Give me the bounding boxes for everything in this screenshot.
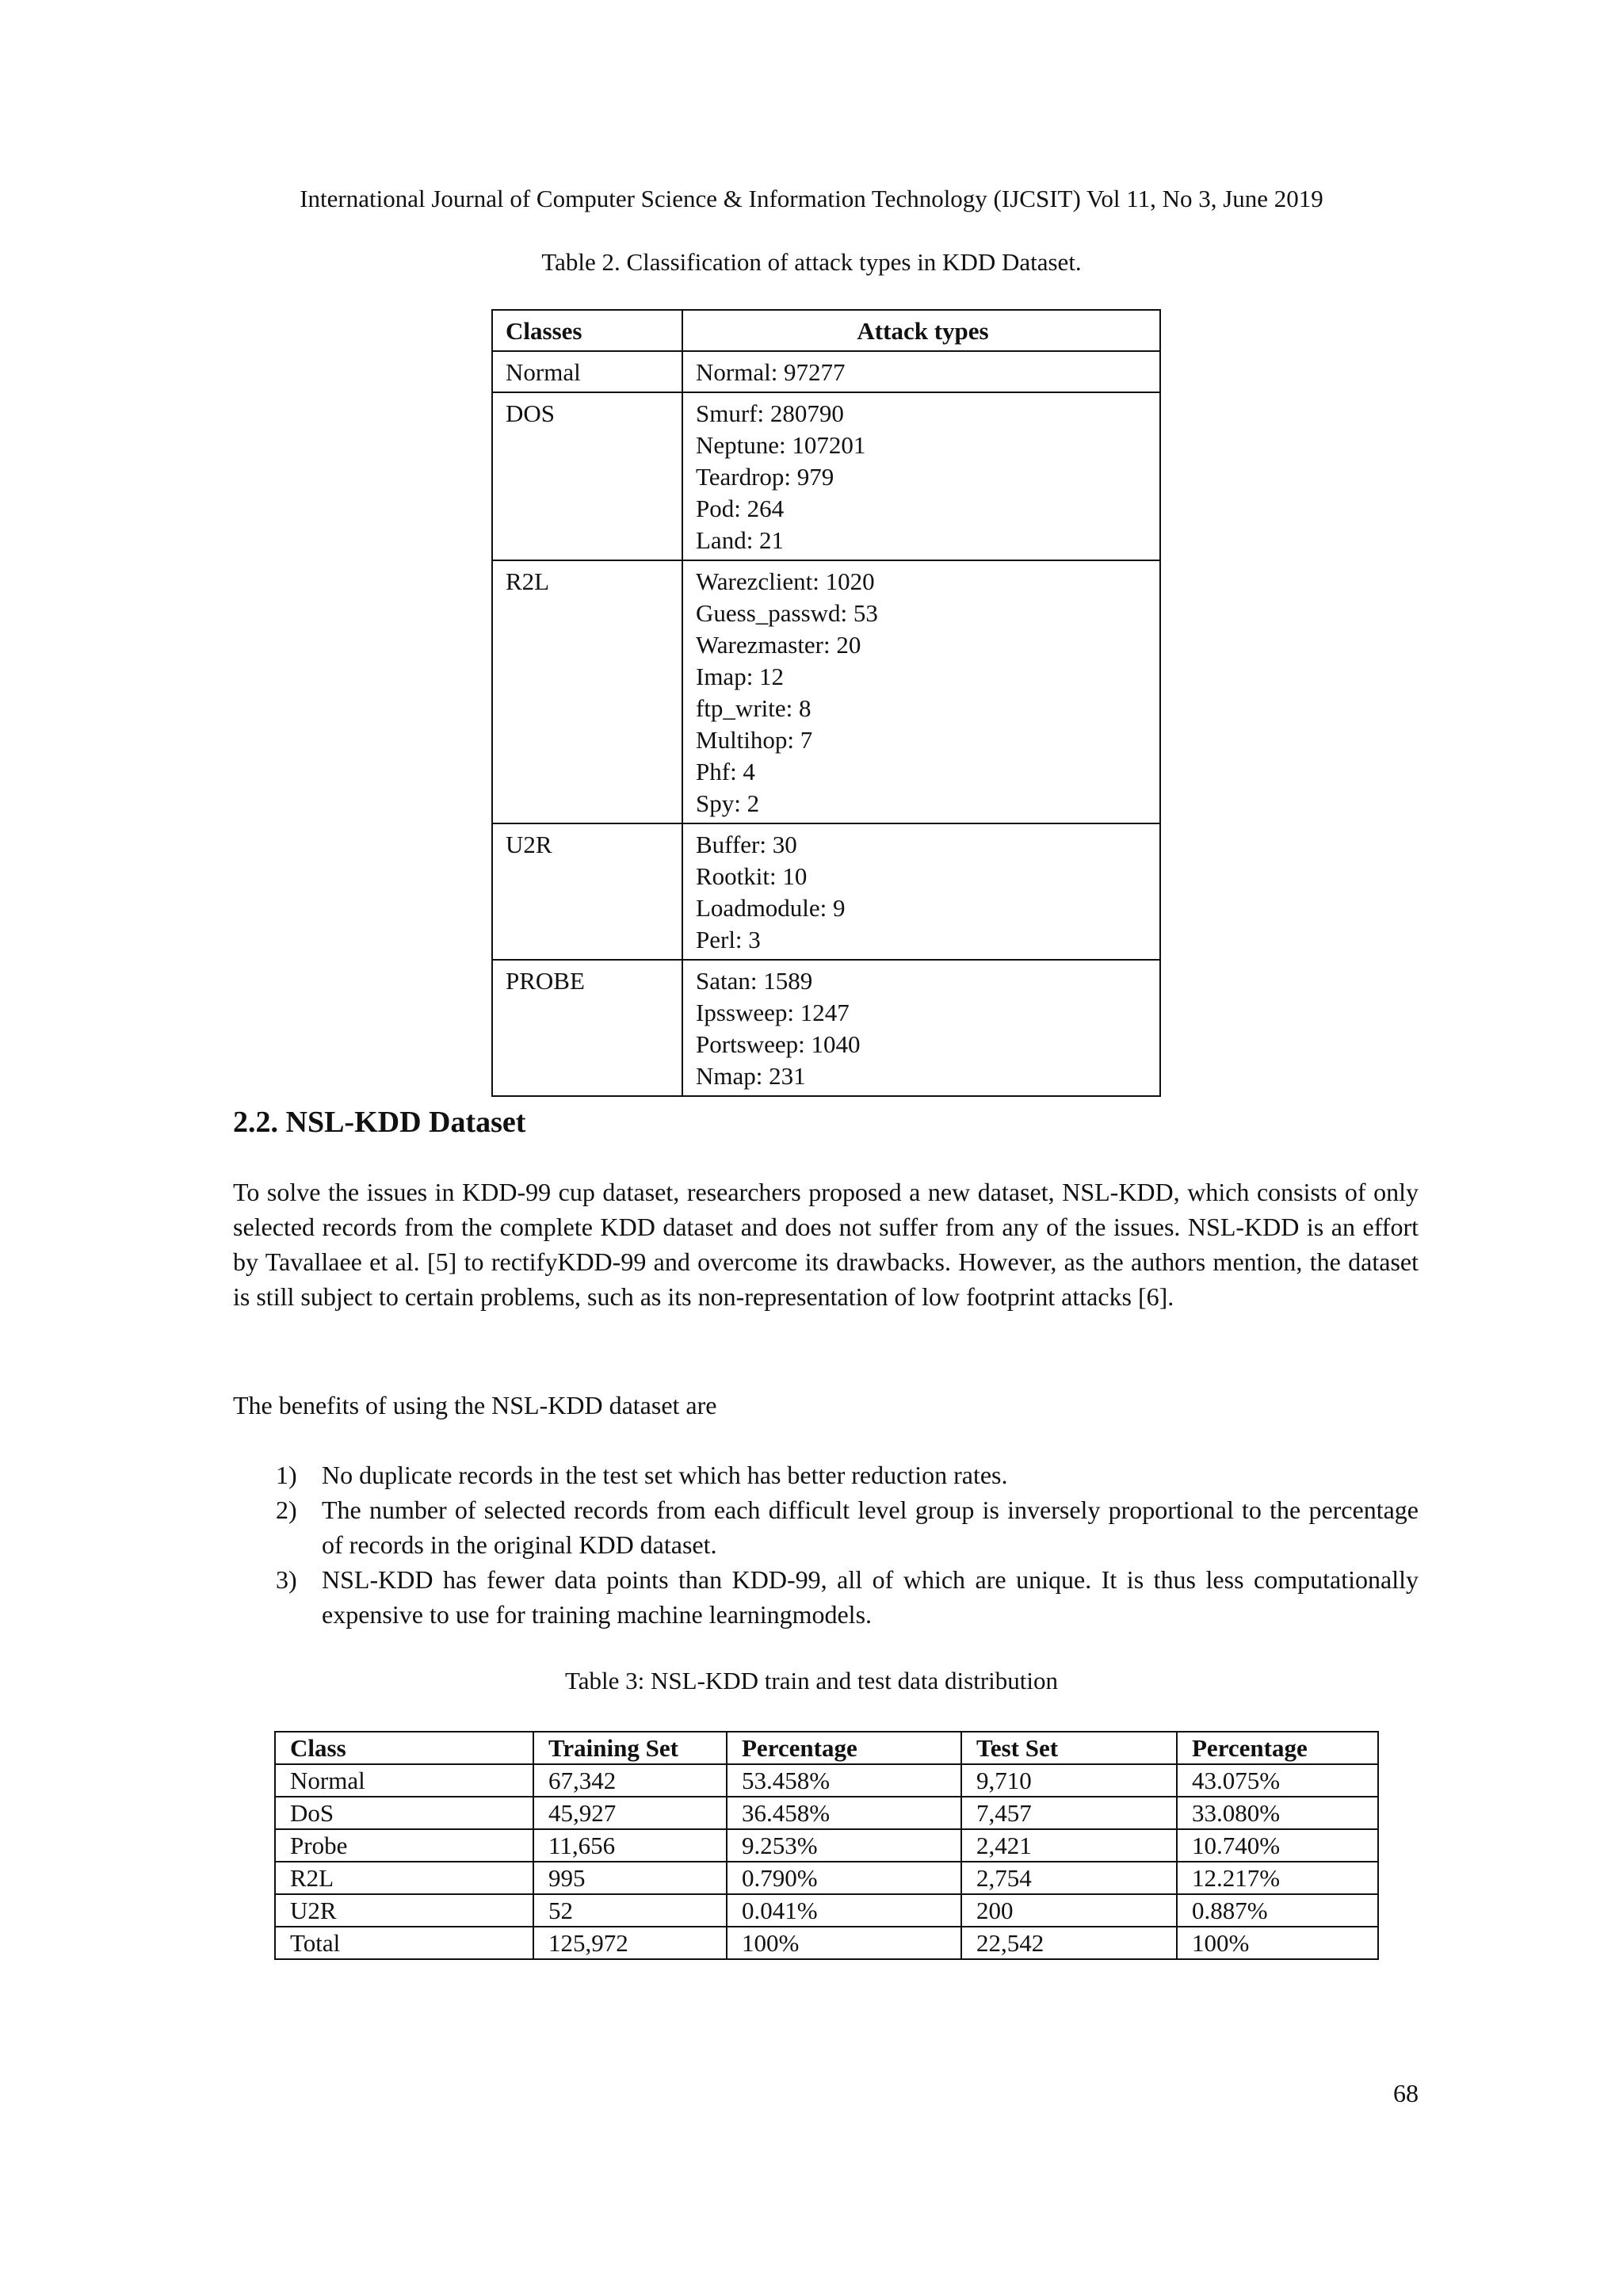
table3-cell-percentage-test: 43.075%	[1177, 1764, 1378, 1797]
table3-cell-percentage-train: 53.458%	[727, 1764, 961, 1797]
table3-header-row	[275, 1732, 1378, 1764]
table3-row	[275, 1894, 1378, 1927]
table3-cell-percentage-train: 0.041%	[727, 1894, 961, 1927]
table3-cell-class: Total	[275, 1927, 533, 1959]
attack-type-entry: Loadmodule: 9	[696, 894, 846, 922]
table2-types-cell	[682, 392, 1160, 560]
attack-type-entry: Nmap: 231	[696, 1062, 806, 1090]
table3-cell-test-set: 9,710	[961, 1764, 1177, 1797]
table3-cell-class: Probe	[275, 1829, 533, 1862]
table3-cell-training-set: 52	[533, 1894, 727, 1927]
benefit-text: NSL-KDD has fewer data points than KDD-99, all of which are unique. It is thus less computationally expensive to use for training machine learningmodels.	[322, 1565, 1419, 1629]
table3-cell-test-set: 7,457	[961, 1797, 1177, 1829]
table3-cell-percentage-test: 0.887%	[1177, 1894, 1378, 1927]
attack-type-entry: Perl: 3	[696, 926, 761, 953]
attack-type-entry: Warezmaster: 20	[696, 631, 861, 659]
table3-cell-test-set: 2,421	[961, 1829, 1177, 1862]
attack-type-entry: Buffer: 30	[696, 831, 797, 858]
table3-cell-training-set: 11,656	[533, 1829, 727, 1862]
table3-cell-percentage-train: 36.458%	[727, 1797, 961, 1829]
attack-type-entry: Imap: 12	[696, 663, 785, 690]
table2-row	[492, 392, 1160, 560]
table3-cell-class: DoS	[275, 1797, 533, 1829]
table3-cell-percentage-train: 100%	[727, 1927, 961, 1959]
table3-cell-percentage-test: 12.217%	[1177, 1862, 1378, 1894]
nsl-kdd-paragraph: To solve the issues in KDD-99 cup dataset, researchers proposed a new dataset, NSL-KDD, which consists of only selected records from the complete KDD dataset and does not suffer from any of the issues. NSL-KDD is an effort by Tavallaee et al. [5] to rectifyKDD-99 and overcome its drawbacks. However, as the authors mention, the dataset is still subject to certain problems, such as its non-representation of low footprint attacks [6].	[233, 1178, 1419, 1311]
table2-body	[492, 351, 1160, 1096]
table2-header-attack-types: Attack types	[682, 310, 1160, 351]
attack-type-entry: Satan: 1589	[696, 967, 813, 995]
benefit-text: The number of selected records from each difficult level group is inversely proportional to the percentage of records in the original KDD dataset.	[322, 1496, 1419, 1559]
table3-cell-training-set: 995	[533, 1862, 727, 1894]
attack-type-entry: Normal: 97277	[696, 358, 846, 386]
table3-caption: Table 3: NSL-KDD train and test data distribution	[564, 1667, 1058, 1694]
attack-type-entry: Ipssweep: 1247	[696, 999, 850, 1026]
table3-header-percentage-train: Percentage	[727, 1732, 961, 1764]
table3-cell-percentage-train: 0.790%	[727, 1862, 961, 1894]
attack-type-entry: Guess_passwd: 53	[696, 599, 878, 627]
table2-class-cell: DOS	[492, 392, 682, 560]
table3-header-test-set: Test Set	[961, 1732, 1177, 1764]
table3-row	[275, 1927, 1378, 1959]
table3-cell-test-set: 22,542	[961, 1927, 1177, 1959]
table3-cell-training-set: 67,342	[533, 1764, 727, 1797]
table2-row	[492, 560, 1160, 823]
table2-class-cell: Normal	[492, 351, 682, 392]
table3-cell-test-set: 2,754	[961, 1862, 1177, 1894]
table2-types-cell	[682, 560, 1160, 823]
table2-class-cell: PROBE	[492, 960, 682, 1096]
attack-type-entry: Neptune: 107201	[696, 431, 866, 459]
table3-header-class: Class	[275, 1732, 533, 1764]
attack-type-entry: Portsweep: 1040	[696, 1030, 861, 1058]
benefit-item	[233, 1562, 1419, 1632]
attack-type-entry: Smurf: 280790	[696, 399, 844, 427]
attack-type-entry: ftp_write: 8	[696, 694, 812, 722]
attack-type-entry: Rootkit: 10	[696, 862, 808, 890]
table2-header-classes: Classes	[492, 310, 682, 351]
benefits-intro: The benefits of using the NSL-KDD dataset are	[233, 1391, 717, 1419]
table3-cell-class: Normal	[275, 1764, 533, 1797]
benefit-item	[233, 1457, 1419, 1492]
table2-row	[492, 823, 1160, 960]
table3-distribution	[274, 1731, 1379, 1960]
table3-cell-percentage-test: 10.740%	[1177, 1829, 1378, 1862]
table2-header-row	[492, 310, 1160, 351]
table3-row	[275, 1764, 1378, 1797]
benefit-text: No duplicate records in the test set which has better reduction rates.	[322, 1461, 1008, 1489]
table2-class-cell: U2R	[492, 823, 682, 960]
table3-cell-percentage-test: 100%	[1177, 1927, 1378, 1959]
table3-cell-training-set: 125,972	[533, 1927, 727, 1959]
table3-cell-percentage-train: 9.253%	[727, 1829, 961, 1862]
table3-cell-class: U2R	[275, 1894, 533, 1927]
table2-row	[492, 960, 1160, 1096]
table2-caption: Table 2. Classification of attack types in KDD Dataset.	[541, 248, 1082, 276]
attack-type-entry: Warezclient: 1020	[696, 567, 875, 595]
attack-type-entry: Spy: 2	[696, 789, 760, 817]
table3-row	[275, 1829, 1378, 1862]
table3-row	[275, 1797, 1378, 1829]
table3-header-training-set: Training Set	[533, 1732, 727, 1764]
table3-header-percentage-test: Percentage	[1177, 1732, 1378, 1764]
attack-type-entry: Teardrop: 979	[696, 463, 834, 491]
table3-cell-class: R2L	[275, 1862, 533, 1894]
benefit-number: 1)	[276, 1461, 297, 1489]
section-heading: 2.2. NSL-KDD Dataset	[233, 1106, 526, 1139]
table3-cell-test-set: 200	[961, 1894, 1177, 1927]
table3-row	[275, 1862, 1378, 1894]
benefits-list	[233, 1457, 1419, 1632]
table2-row	[492, 351, 1160, 392]
benefit-number: 3)	[276, 1565, 297, 1594]
benefit-number: 2)	[276, 1496, 297, 1524]
table2-types-cell	[682, 351, 1160, 392]
page-number: 68	[1393, 2079, 1419, 2107]
table3-cell-training-set: 45,927	[533, 1797, 727, 1829]
table2-types-cell	[682, 960, 1160, 1096]
table3-cell-percentage-test: 33.080%	[1177, 1797, 1378, 1829]
attack-type-entry: Phf: 4	[696, 758, 755, 785]
table2-attack-types	[491, 309, 1161, 1097]
attack-type-entry: Multihop: 7	[696, 726, 813, 754]
table2-types-cell	[682, 823, 1160, 960]
attack-type-entry: Pod: 264	[696, 495, 785, 522]
attack-type-entry: Land: 21	[696, 526, 785, 554]
journal-header: International Journal of Computer Science & Information Technology (IJCSIT) Vol 11, No 3, June 2019	[300, 185, 1323, 212]
benefit-item	[233, 1492, 1419, 1562]
table2-class-cell: R2L	[492, 560, 682, 823]
table3-body	[275, 1764, 1378, 1959]
